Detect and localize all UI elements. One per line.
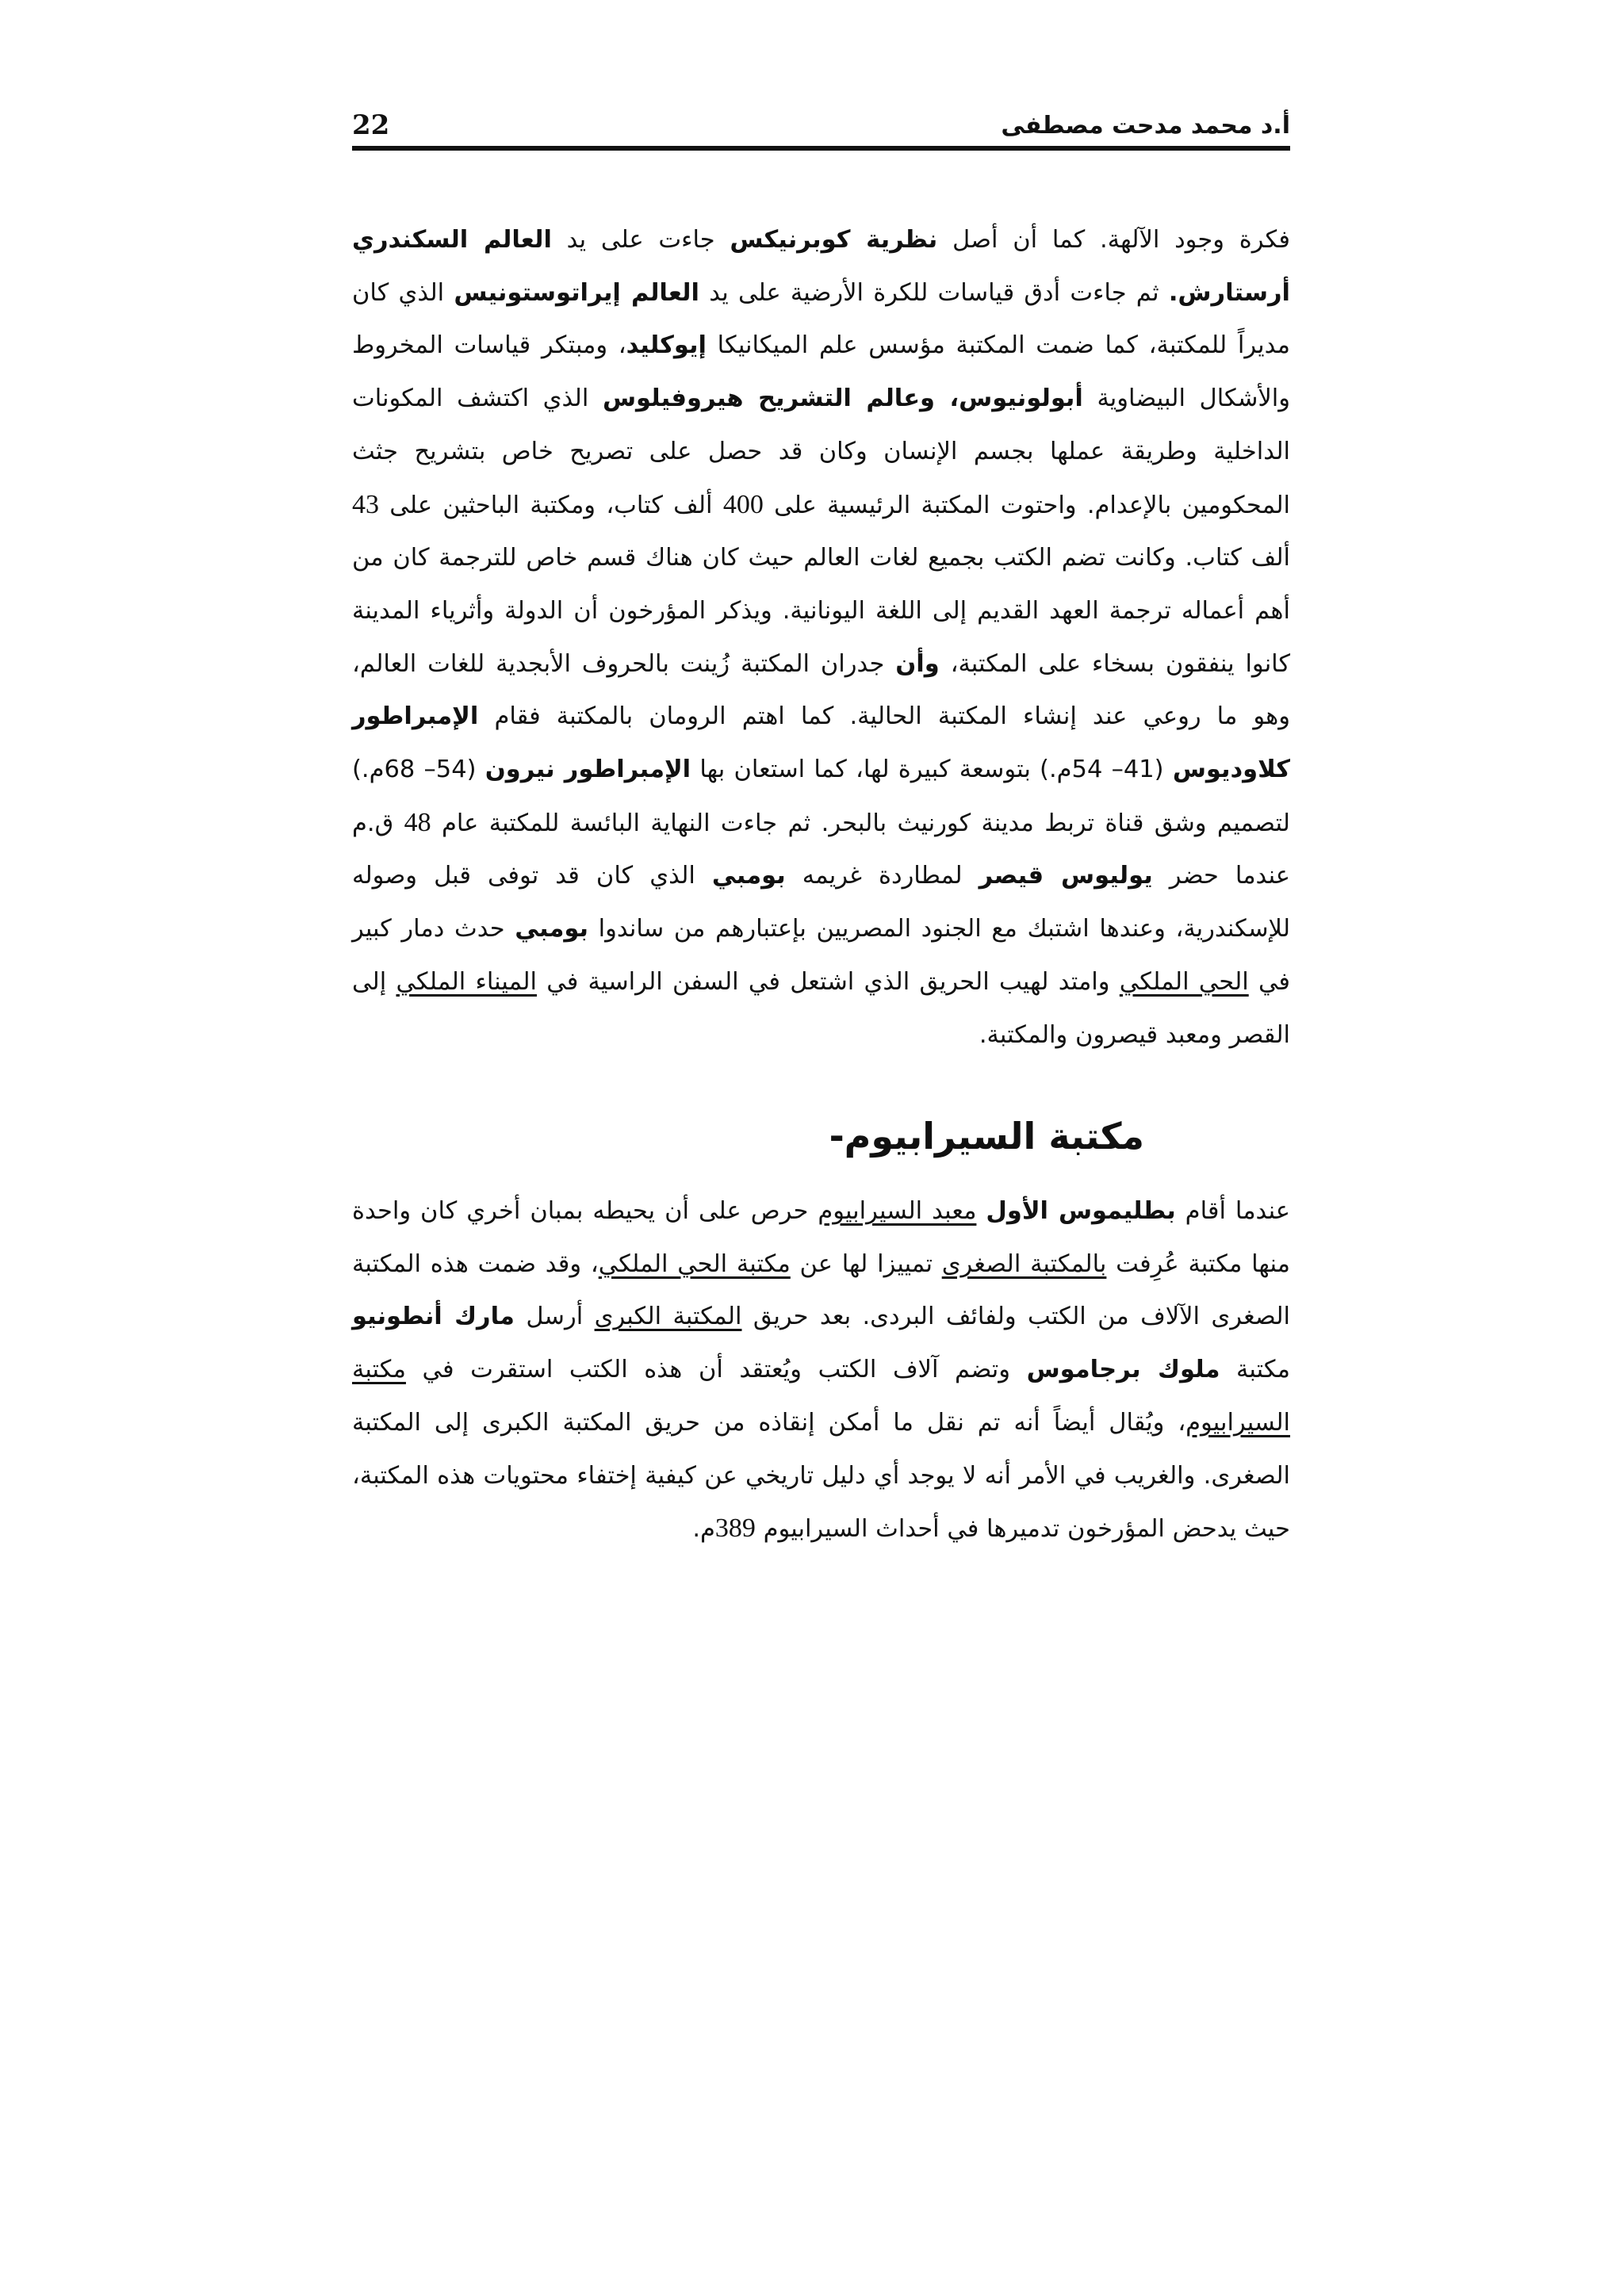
text-run: (54– 68م.) لتصميم وشق قناة تربط مدينة كورنيث بالبحر. ثم جاءت النهاية البائسة للمكتبة عام bbox=[352, 756, 1290, 837]
text-run: فكرة وجود الآلهة. كما أن أصل bbox=[937, 226, 1290, 254]
body-paragraph-1 bbox=[352, 214, 1290, 1062]
underlined-term: الحي الملكي bbox=[1119, 967, 1249, 996]
bold-term: يوليوس قيصر bbox=[979, 862, 1153, 890]
text-run: تمييزا لها عن bbox=[790, 1249, 942, 1278]
bold-term: ملوك برجاموس bbox=[1026, 1356, 1220, 1384]
text-run: ، وقد ضمت هذه المكتبة الصغرى الآلاف من الكتب ولفائف البردى. بعد حريق bbox=[352, 1249, 1291, 1331]
text-run: حدث دمار كبير في bbox=[352, 915, 1291, 996]
bold-term: الإمبراطور نيرون bbox=[485, 756, 691, 784]
number: 48 bbox=[404, 807, 431, 837]
text-run bbox=[976, 1197, 986, 1225]
underlined-term: مكتبة السيرابيوم bbox=[352, 1356, 1290, 1437]
text-run: ألف كتاب. وكانت تضم الكتب بجميع لغات العالم حيث كان هناك قسم خاص للترجمة كان من أهم أعماله ترجمة العهد القديم إلى اللغة اليونانية. ويذكر المؤرخون أن الدولة وأثرياء المدينة كانوا ينفقون بسخاء على المكتبة، bbox=[352, 544, 1290, 678]
running-title: أ.د محمد مدحت مصطفى bbox=[1001, 111, 1290, 140]
text-run: ق.م عندما حضر bbox=[352, 809, 1290, 890]
number: 43 bbox=[352, 489, 379, 519]
bold-term: العالم إيراتوستونيس bbox=[454, 278, 699, 307]
bold-term: إيوكليد bbox=[626, 331, 707, 360]
text-run: ، ومبتكر قياسات المخروط والأشكال البيضاوية bbox=[352, 331, 1290, 413]
text-run: وامتد لهيب الحريق الذي اشتعل في السفن الراسية في bbox=[536, 967, 1120, 996]
text-run: ألف كتاب، ومكتبة الباحثين على bbox=[379, 491, 723, 519]
underlined-term: بالمكتبة الصغرى bbox=[941, 1249, 1107, 1278]
text-run: جدران المكتبة زُينت بالحروف الأبجدية للغات العالم، وهو ما روعي عند إنشاء المكتبة الحالية. كما اهتم الرومان بالمكتبة فقام bbox=[352, 649, 1290, 731]
page-number: 22 bbox=[352, 109, 390, 141]
text-run: إلى القصر ومعبد قيصرون والمكتبة. bbox=[352, 967, 1290, 1049]
body-paragraph-2 bbox=[352, 1185, 1290, 1556]
bold-term: بومبي bbox=[711, 862, 786, 890]
text-run: وتضم آلاف الكتب ويُعتقد أن هذه الكتب استقرت في bbox=[405, 1356, 1027, 1384]
text-run: جاءت على يد bbox=[551, 226, 730, 254]
underlined-term: معبد السيرابيوم bbox=[818, 1197, 977, 1225]
header-rule bbox=[352, 146, 1290, 151]
number: 389 bbox=[714, 1513, 756, 1544]
underlined-term: الميناء الملكي bbox=[396, 967, 537, 996]
bold-term: بومبي bbox=[515, 915, 588, 943]
text-run: الذي اكتشف المكونات الداخلية وطريقة عملها بجسم الإنسان وكان قد حصل على تصريح خاص بتشريح جثث المحكومين بالإعدام. واحتوت المكتبة الرئيسية على bbox=[352, 385, 1290, 519]
underlined-term: المكتبة الكبرى bbox=[594, 1303, 742, 1331]
text-run: مكتبة bbox=[1220, 1356, 1291, 1384]
text-run: الذي كان قد توفى قبل وصوله للإسكندرية، وعندها اشتبك مع الجنود المصريين بإعتبارهم من ساندوا bbox=[352, 862, 1290, 943]
text-run: لمطاردة غريمه bbox=[785, 862, 979, 890]
bold-term: نظرية كوبرنيكس bbox=[730, 226, 938, 254]
bold-term: مارك أنطونيو bbox=[352, 1303, 515, 1331]
text-run: (41– 54م.) بتوسعة كبيرة لها، كما استعان بها bbox=[691, 756, 1173, 784]
text-run: عندما أقام bbox=[1175, 1197, 1290, 1225]
text-run: أرسل bbox=[514, 1303, 595, 1331]
bold-term: الإمبراطور كلاوديوس bbox=[352, 702, 1290, 784]
page-header bbox=[352, 101, 1290, 149]
bold-term: وأن bbox=[895, 649, 940, 678]
bold-term: أبولونيوس، وعالم التشريح هيروفيلوس bbox=[602, 385, 1083, 413]
text-run: ثم جاءت أدق قياسات للكرة الأرضية على يد bbox=[699, 278, 1169, 307]
text-run: حرص على أن يحيطه بمبان أخري كان واحدة منها مكتبة عُرِفت bbox=[352, 1197, 1291, 1278]
underlined-term: مكتبة الحي الملكي bbox=[598, 1249, 791, 1278]
section-heading bbox=[352, 1100, 1290, 1172]
text-run: الذي كان مديراً للمكتبة، كما ضمت المكتبة مؤسس علم الميكانيكا bbox=[352, 278, 1290, 360]
text-run: م. bbox=[692, 1515, 715, 1544]
bold-term: بطليموس الأول bbox=[986, 1197, 1176, 1225]
number: 400 bbox=[722, 489, 764, 519]
text-run: ، ويُقال أيضاً أنه تم نقل ما أمكن إنقاذه من حريق المكتبة الكبرى إلى المكتبة الصغرى. والغريب في الأمر أنه لا يوجد أي دليل تاريخي عن كيفية إختفاء محتويات هذه المكتبة، حيث يدحض المؤرخون تدميرها في أحداث السيرابيوم bbox=[352, 1408, 1290, 1544]
bold-term: العالم السكندري أرستارش. bbox=[352, 226, 1290, 307]
section-heading-text: مكتبة السيرابيوم- bbox=[829, 1115, 1144, 1158]
